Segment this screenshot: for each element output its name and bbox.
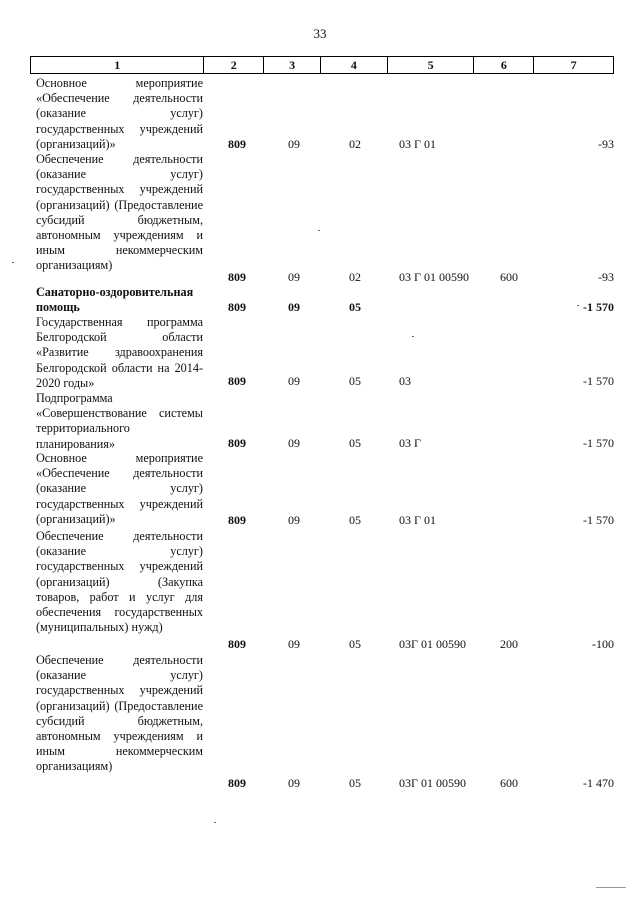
- row-description: Государственная программа Белгородской области «Развитие здравоохранения Белгородской области на 2014-2020 годы»: [36, 315, 203, 390]
- row-col-7: -1 570: [583, 300, 614, 314]
- row-col-4: 05: [349, 513, 361, 527]
- table-header: [30, 56, 614, 74]
- row-col-3: 09: [288, 637, 300, 651]
- scan-speck: [12, 262, 14, 263]
- row-col-7: -100: [592, 637, 614, 651]
- scan-speck: [214, 822, 216, 823]
- row-col-4: 05: [349, 374, 361, 388]
- row-col-5: 03: [399, 374, 411, 388]
- row-col-4: 05: [349, 300, 361, 314]
- row-col-7: -1 570: [583, 374, 614, 388]
- row-col-5: 03 Г 01 00590: [399, 270, 469, 284]
- row-description: Обеспечение деятельности (оказание услуг) государственных учреждений (организаций) (Закупка товаров, работ и услуг для обеспечения государственных (муниципальных) нужд): [36, 529, 203, 635]
- row-col-6: 600: [500, 776, 518, 790]
- row-col-2: 809: [228, 270, 246, 284]
- row-description: Основное мероприятие «Обеспечение деятельности (оказание услуг) государственных учреждений (организаций)»: [36, 76, 203, 151]
- header-col-2: 2: [204, 57, 264, 73]
- page-number: 33: [313, 26, 327, 41]
- row-col-7: -1 570: [583, 436, 614, 450]
- scan-speck: [318, 230, 320, 231]
- row-col-3: 09: [288, 137, 300, 151]
- row-col-3: 09: [288, 776, 300, 790]
- header-col-3: 3: [264, 57, 321, 73]
- row-col-3: 09: [288, 436, 300, 450]
- scan-speck: [577, 305, 579, 306]
- header-col-6: 6: [474, 57, 534, 73]
- row-col-5: 03Г 01 00590: [399, 776, 466, 790]
- row-col-3: 09: [288, 300, 300, 314]
- row-col-4: 05: [349, 776, 361, 790]
- row-col-5: 03 Г 01: [399, 137, 436, 151]
- row-col-4: 02: [349, 270, 361, 284]
- row-description: Обеспечение деятельности (оказание услуг) государственных учреждений (организаций) (Предоставление субсидий бюджетным, автономным учреждениям и иным некоммерческим организациям): [36, 653, 203, 774]
- row-col-2: 809: [228, 374, 246, 388]
- row-col-3: 09: [288, 374, 300, 388]
- header-col-1: 1: [31, 57, 204, 73]
- row-col-3: 09: [288, 513, 300, 527]
- row-col-2: 809: [228, 637, 246, 651]
- row-col-4: 02: [349, 137, 361, 151]
- row-col-5: 03Г 01 00590: [399, 637, 466, 651]
- row-col-2: 809: [228, 513, 246, 527]
- row-col-4: 05: [349, 436, 361, 450]
- row-col-7: -93: [598, 270, 614, 284]
- row-description: Основное мероприятие «Обеспечение деятельности (оказание услуг) государственных учреждений (организаций)»: [36, 451, 203, 526]
- scan-speck: [596, 887, 626, 888]
- row-col-5: 03 Г 01: [399, 513, 436, 527]
- row-col-5: 03 Г: [399, 436, 421, 450]
- row-col-2: 809: [228, 436, 246, 450]
- row-col-6: 600: [500, 270, 518, 284]
- row-description: Подпрограмма «Совершенствование системы территориального планирования»: [36, 391, 203, 451]
- row-col-2: 809: [228, 137, 246, 151]
- row-col-3: 09: [288, 270, 300, 284]
- row-col-7: -1 470: [583, 776, 614, 790]
- scan-speck: [412, 336, 414, 337]
- row-col-2: 809: [228, 776, 246, 790]
- row-col-2: 809: [228, 300, 246, 314]
- row-col-7: -1 570: [583, 513, 614, 527]
- header-col-7: 7: [570, 58, 577, 72]
- row-description: Санаторно-оздоровительная помощь: [36, 285, 194, 315]
- row-description: Обеспечение деятельности (оказание услуг) государственных учреждений (организаций) (Предоставление субсидий бюджетным, автономным учреждениям и иным некоммерческим организациям): [36, 152, 203, 273]
- row-col-4: 05: [349, 637, 361, 651]
- row-col-7: -93: [598, 137, 614, 151]
- row-col-6: 200: [500, 637, 518, 651]
- header-col-4: 4: [321, 57, 388, 73]
- header-col-5: 5: [388, 57, 475, 73]
